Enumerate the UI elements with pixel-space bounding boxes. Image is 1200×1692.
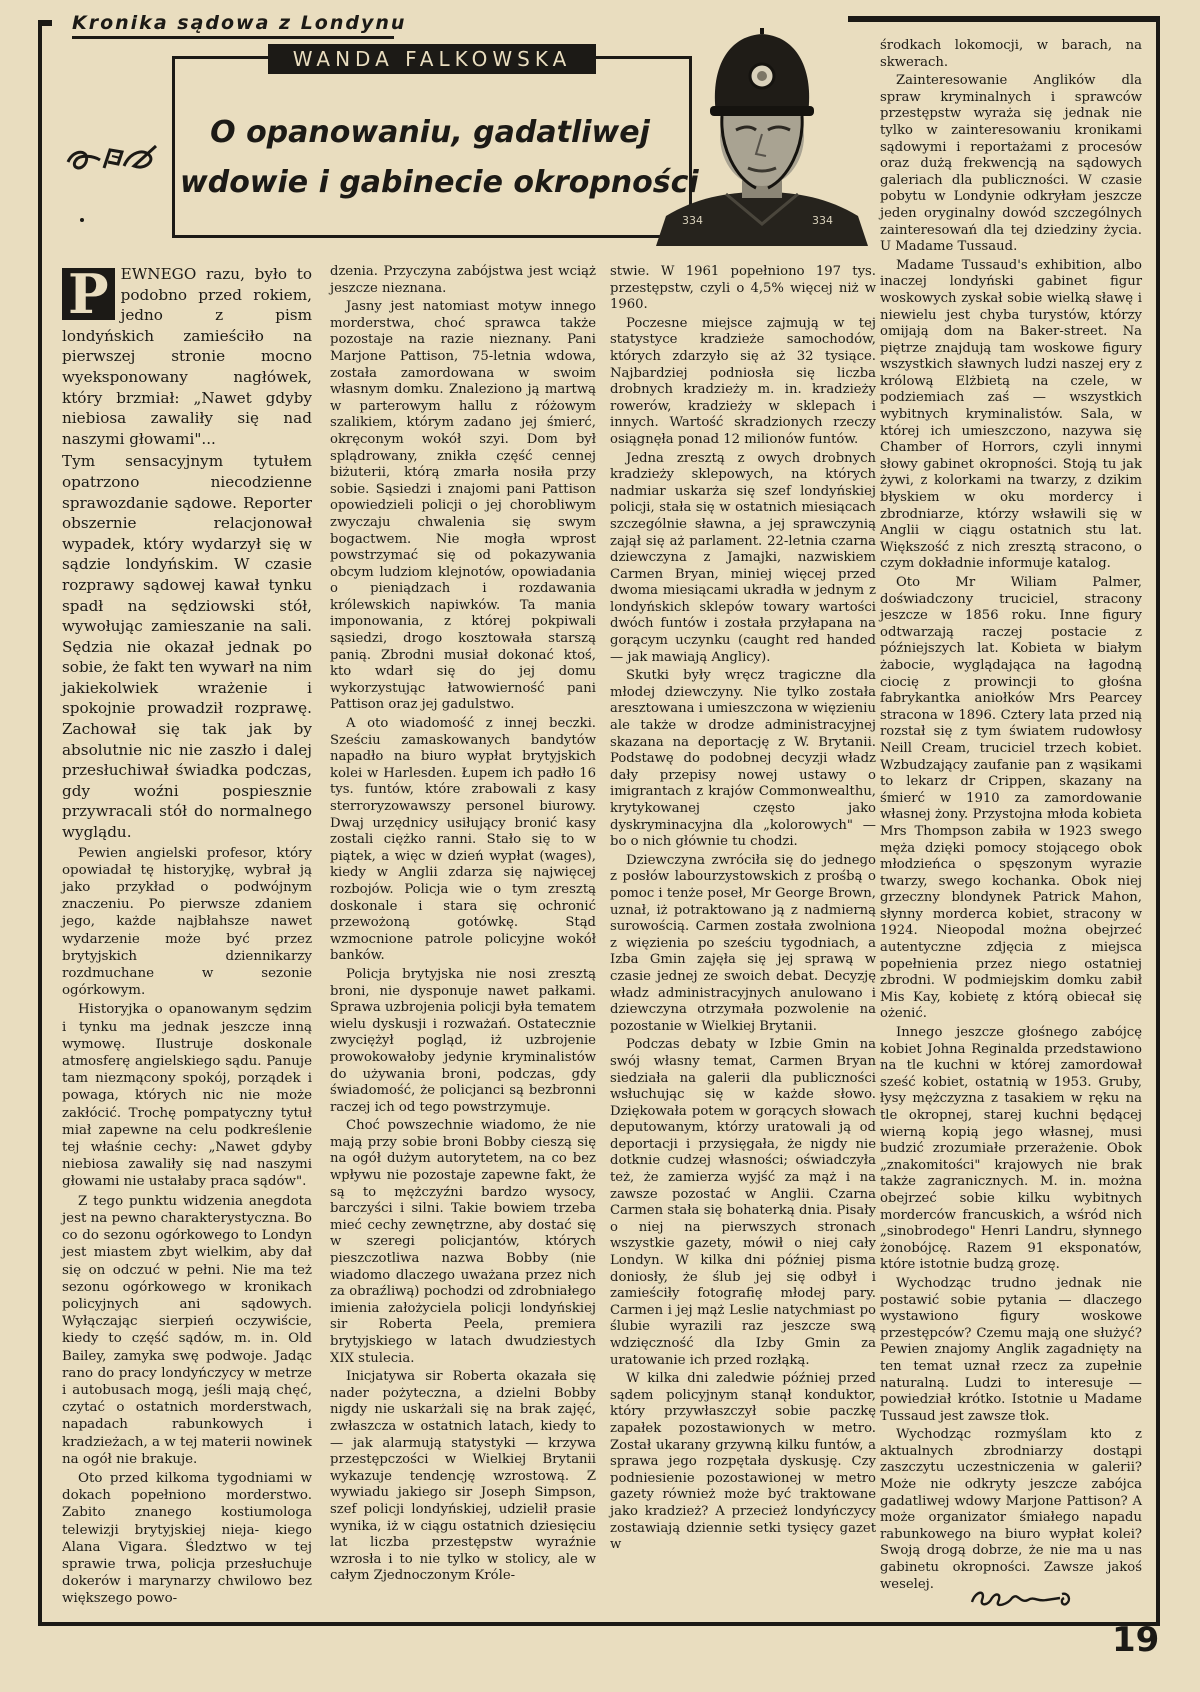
paragraph: A oto wiadomość z innej beczki. Sześciu zamaskowanych bandytów napadło na biuro wypłat brytyjskich kolei w Harlesden. Łupem ich padło 16 tys. funtów, które zrabowali z kasy sterroryzowawszy personel biurowy. Dwaj urzędnicy usiłujący bronić kasy zostali ciężko ranni. Stało się to w piątek, a więc w dzień wypłat (wages), kiedy w Anglii zdarza się najwięcej rozbojów. Policja wie o tym zresztą doskonale i stara się ochronić przewożoną gotówkę. Stąd wzmocnione patrole policyjne wokół banków. bbox=[330, 716, 596, 964]
article-column-1 bbox=[62, 264, 312, 1608]
article-column-3 bbox=[610, 264, 876, 1554]
paragraph: Jasny jest natomiast motyw innego morderstwa, choć sprawca także pozostaje na razie nieznany. Pani Marjone Pattison, 75-letnia wdowa, została zamordowana w swoim własnym domku. Znaleziono ją martwą w parterowym hallu z różowym szalikiem, którym zadano jej śmierć, okręconym wokół szyi. Dom był splądrowany, znikła część cennej biżuterii, którą zmarła nosiła przy sobie. Sąsiedzi i znajomi pani Pattison opowiedzieli policji o jej chorobliwym zwyczaju chwalenia się swym bogactwem. Nie mogła wprost powstrzymać się od pokazywania obcym ludziom klejnotów, opowiadania o pieniądzach i rozdawania królewskich napiwków. Ta mania imponowania, z której pokpiwali sąsiedzi, drogo kosztowała starszą panią. Zbrodni musiał dokonać ktoś, kto wdarł się do jej domu wykorzystując łatwowierność pani Pattison oraz jej gadulstwo. bbox=[330, 299, 596, 713]
paragraph: Historyjka o opanowanym sędzim i tynku ma jednak jeszcze inną wymowę. Ilustruje doskonale atmosferę angielskiego sądu. Panuje tam niezmącony spokój, porządek i powaga, których nic nie może zakłócić. Trochę pompatyczny tytuł miał zapewne na celu podkreślenie tej właśnie cechy: „Nawet gdyby niebiosa zawaliły się nad naszymi głowami nie ustałaby praca sądów". bbox=[62, 1002, 312, 1190]
paragraph: Poczesne miejsce zajmują w tej statystyce kradzieże samochodów, których zdarzyło się aż 32 tysiące. Najbardziej podniosła się liczba drobnych kradzieży m. in. kradzieży rowerów, kradzieży w sklepach i innych. Wartość skradzionych rzeczy osiągnęła ponad 12 milionów funtów. bbox=[610, 315, 876, 447]
paragraph: Choć powszechnie wiadomo, że nie mają przy sobie broni Bobby cieszą się na ogół dużym autorytetem, na co bez wpływu nie pozostaje zapewne fakt, że są to mężczyźni bardzo wysocy, barczyści i silni. Takie bowiem trzeba mieć cechy zewnętrzne, aby dostać się w szeregi policjantów, których pieszczotliwa nazwa Bobby (nie wiadomo dlaczego uważana przez nich za obraźliwą) pochodzi od zdrobniałego imienia założyciela policji londyńskiej sir Roberta Peela, premiera brytyjskiego w latach dwudziestych XIX stulecia. bbox=[330, 1118, 596, 1366]
paragraph: stwie. W 1961 popełniono 197 tys. przestępstw, czyli o 4,5% więcej niż w 1960. bbox=[610, 264, 876, 313]
paragraph: Podczas debaty w Izbie Gmin na swój własny temat, Carmen Bryan siedziała na galerii dla publiczności wsłuchując się w każde słowo. Dziękowała potem w gorących słowach deputowanym, którzy uratowali ją od deportacji i przysięgała, że nigdy nie dotknie cudzej własności; oświadczyła też, że zamierza wyjść za mąż i na zawsze pozostać w Anglii. Czarna Carmen stała się bohaterką dnia. Pisały o niej na pierwszych stronach wszystkie gazety, mówił o niej cały Londyn. W kilka dni później pisma doniosły, że ślub jej się odbył i zamieściły fotografię młodej pary. Carmen i jej mąż Leslie natychmiast po ślubie wyrazili raz jeszcze swą wdzięczność dla Izby Gmin za uratowanie ich przed rozłąką. bbox=[610, 1037, 876, 1368]
section-title: Kronika sądowa z Londynu bbox=[72, 12, 407, 34]
paragraph: środkach lokomocji, w barach, na skwerach. bbox=[880, 38, 1142, 70]
handwritten-emblem-icon bbox=[64, 138, 160, 178]
british-policeman-portrait-icon bbox=[656, 28, 868, 246]
paragraph: Z tego punktu widzenia anegdota jest na pewno charakterystyczna. Bo co do sezonu ogórkowego to Londyn jest miastem zbyt wielkim, aby dał się on odczuć w pełni. Nie ma też sezonu ogórkowego w kronikach policyjnych ani sądowych. Wyłączając sierpień oczywiście, kiedy to część sądów, m. in. Old Bailey, zamyka swę podwoje. Jadąc rano do pracy londyńczycy w metrze i autobusach mogą, jeśli mają chęć, czytać o ostatnich morderstwach, napadach rabunkowych i kradzieżach, a w tej materii nowinek na ogół nie brakuje. bbox=[62, 1193, 312, 1467]
decorative-dot bbox=[80, 218, 84, 222]
paragraph: dzenia. Przyczyna zabójstwa jest wciąż jeszcze nieznana. bbox=[330, 264, 596, 296]
paragraph: W kilka dni zaledwie później przed sądem policyjnym stanął konduktor, który przywłaszczył sobie paczkę zapałek pozostawionych w metro. Został ukarany grzywną kilku funtów, a sprawa jego rozpętała dyskusję. Czy podniesienie pozostawionej w metro gazety również może być traktowane jako kradzież? A przecież londyńczycy zostawiają dziennie setki tysięcy gazet w bbox=[610, 1371, 876, 1553]
paragraph: Policja brytyjska nie nosi zresztą broni, nie dysponuje nawet pałkami. Sprawa uzbrojenia policji była tematem wielu dyskusji i rozważań. Ostatecznie zwyciężył pogląd, iż uzbrojenie prowokowałoby jedynie kryminalistów do używania broni, podczas, gdy świadomość, że policjanci są bezbronni raczej ich od tego powstrzymuje. bbox=[330, 966, 596, 1115]
paragraph: Wychodząc trudno jednak nie postawić sobie pytania — dlaczego wystawiono figury woskowe przestępców? Czemu mają one służyć? Pewien znajomy Anglik zagadnięty na ten temat uznał rzecz za zupełnie naturalną. Ludzi to interesuje — powiedział krótko. Istotnie u Madame Tussaud jest zawsze tłok. bbox=[880, 1275, 1142, 1424]
page-number: 19 bbox=[1112, 1620, 1160, 1660]
drop-cap: P bbox=[62, 268, 115, 320]
paragraph: Jedna zresztą z owych drobnych kradzieży sklepowych, na których nadmiar uskarża się szef londyńskiej policji, stała się w ostatnich miesiącach szczególnie sławna, a jej sprawczynią zajął się aż parlament. 22-letnia czarna dziewczyna z Jamajki, nazwiskiem Carmen Bryan, miniej więcej przed dwoma miesiącami ukradła w jednym z londyńskich sklepów towary wartości dwóch funtów i została przyłapana na gorącym uczynku (caught red handed — jak mawiają Anglicy). bbox=[610, 450, 876, 665]
section-title-rule bbox=[72, 36, 394, 39]
paragraph: Oto Mr Wiliam Palmer, doświadczony truciciel, stracony jeszcze w 1856 roku. Inne figury odtwarzają raczej postacie z późniejszych lat. Kobieta w białym żabocie, wyglądająca na łagodną ciocię z prowincji to głośna fabrykantka aniołków Mrs Pearcey stracona w 1896. Cztery lata przed nią rozstał się z tym światem rudowłosy Neill Cream, truciciel trzech kobiet. Wzbudzający zaufanie pan z wąsikami to lekarz dr Crippen, skazany na śmierć w 1910 za zamordowanie własnej żony. Przystojna młoda kobieta Mrs Thompson zabiła w 1923 swego męża dzięki pomocy stojącego obok młodzieńca o spęszonym wyrazie twarzy, swego kochanka. Obok niej grzeczny blondynek Patrick Mahon, słynny morderca kobiet, stracony w 1924. Nieopodal można obejrzeć autentyczne zdjęcia z miejsca popełnienia przez niego ostatniej zbrodni. W podmiejskim domku zabił Mis Kay, kobietę z którą obiecał się ożenić. bbox=[880, 575, 1142, 1022]
paragraph: Wychodząc rozmyślam kto z aktualnych zbrodniarzy dostąpi zaszczytu uczestniczenia w galerii? Może nie odkryty jeszcze zabójca gadatliwej wdowy Marjone Pattison? A może organizator śmiałego napadu rabunkowego na biuro wypłat kolei? Swoją drogą dobrze, że nie ma u nas gabinetu okropności. Zawsze jakoś weselej. bbox=[880, 1427, 1142, 1592]
paragraph: Tym sensacyjnym tytułem opatrzono niecodzienne sprawozdanie sądowe. Reporter obszernie relacjonował wypadek, który wydarzył się w sądzie londyńskim. W czasie rozprawy sądowej kawał tynku spadł na sędziowski stół, wywołując zamieszanie na sali. Sędzia nie okazał jednak po sobie, że fakt ten wywarł na nim jakiekolwiek wrażenie i spokojnie prowadził rozprawę. Zachował się tak jak by absolutnie nic nie zaszło i dalej przesłuchiwał świadka podczas, gdy woźni pospiesznie przywracali stół do normalnego wyglądu. bbox=[62, 452, 312, 842]
paragraph: Oto przed kilkoma tygodniami w dokach popełniono morderstwo. Zabito znanego kostiumologa telewizji brytyjskiej nieja- kiego Alana Vigara. Śledztwo w tej sprawie trwa, policja przesłuchuje dokerów i marynarzy chwilowo bez większego powo- bbox=[62, 1470, 312, 1607]
article-column-2 bbox=[330, 264, 596, 1585]
frame-corner bbox=[38, 20, 52, 26]
headline-line-2: wdowie i gabinecie okropności bbox=[180, 165, 699, 200]
paragraph: Madame Tussaud's exhibition, albo inaczej londyński gabinet figur woskowych zyskał sobie wielką sławę i niewielu jest chyba turystów, którzy omijają dom na Baker-street. Na piętrze znajdują tam woskowe figury wszystkich sławnych ludzi naszej ery z królową Elżbietą na czele, w podziemiach zaś — wszystkich wybitnych kryminalistów. Sala, w której ich umieszczono, nazywa się Chamber of Horrors, czyli innymi słowy gabinet okropności. Stoją tu jak żywi, z kolorkami na twarzy, z dzikim błyskiem w oku mordercy i zbrodniarze, którzy wsławili się w Anglii w ciągu ostatnich stu lat. Większość z nich zresztą stracono, o czym dokładnie informuje katalog. bbox=[880, 257, 1142, 572]
frame-top-rule bbox=[848, 16, 1160, 22]
article-column-4 bbox=[880, 38, 1142, 1593]
paragraph: Inicjatywa sir Roberta okazała się nader pożyteczna, a dzielni Bobby nigdy nie uskarżali się na brak zajęć, zwłaszcza w ostatnich latach, kiedy to — jak alarmują statystyki — krzywa przestępczości w Wielkiej Brytanii wykazuje tendencję wzrostową. Z wywiadu jakiego sir Joseph Simpson, szef policji londyńskiej, udzielił prasie wynika, iż w ciągu ostatnich dziesięciu lat liczba przestępstw wyraźnie wzrosła i to nie tylko w stolicy, ale w całym Zjednoczonym Króle- bbox=[330, 1369, 596, 1584]
paragraph-text: EWNEGO razu, było to podobno przed rokiem, jedno z pism londyńskich zamieściło na pierwszej stronie mocno wyeksponowany nagłówek, który brzmiał: „Nawet gdyby niebiosa zawaliły się nad naszymi głowami"... bbox=[62, 265, 312, 448]
author-name: WANDA FALKOWSKA bbox=[268, 44, 596, 74]
handwritten-signature-icon bbox=[968, 1584, 1078, 1614]
article-headline bbox=[180, 108, 699, 208]
svg-text:334: 334 bbox=[682, 214, 703, 227]
paragraph bbox=[62, 264, 312, 449]
paragraph: Innego jeszcze głośnego zabójcę kobiet Johna Reginalda przedstawiono na tle kuchni w której zamordował sześć kobiet, ostatnią w 1953. Gruby, łysy mężczyzna z tasakiem w ręku na tle okropnej, starej kuchni będącej wierną kopią jego własnej, musi budzić zrozumiałe przerażenie. Obok „znakomitości" krajowych nie brak także zagranicznych. M. in. można obejrzeć sobie kilku wybitnych morderców francuskich, a wśród nich „sinobrodego" Henri Landru, słynnego żonobójcę. Razem 91 eksponatów, które istotnie budzą grozę. bbox=[880, 1025, 1142, 1273]
paragraph: Zainteresowanie Anglików dla spraw kryminalnych i sprawców przestępstw wyraża się jednak nie tylko w zainteresowaniu kronikami sądowymi i reportażami z procesów oraz dużą frekwencją na sądowych galeriach dla publiczności. W czasie pobytu w Londynie odkryłam jeszcze jeden oryginalny dowód szczególnych zainteresowań dla tej dziedziny życia. U Madame Tussaud. bbox=[880, 73, 1142, 255]
paragraph: Pewien angielski profesor, który opowiadał tę historyjkę, wybrał ją jako przykład o podwójnym znaczeniu. Po pierwsze zdaniem jego, każde najbłahsze nawet wydarzenie może być przez brytyjskich dziennikarzy rozdmuchane w sezonie ogórkowym. bbox=[62, 845, 312, 999]
paragraph: Skutki były wręcz tragiczne dla młodej dziewczyny. Nie tylko została aresztowana i umieszczona w więzieniu ale także w drodze administracyjnej skazana na deportację z W. Brytanii. Podstawę do podobnej decyzji władz dały przepisy nowej ustawy o imigrantach z krajów Commonwealthu, krytykowanej często jako dyskryminacyjna dla „kolorowych" — bo o nich głównie tu chodzi. bbox=[610, 668, 876, 850]
svg-text:334: 334 bbox=[812, 214, 833, 227]
paragraph: Dziewczyna zwróciła się do jednego z posłów labourzystowskich z prośbą o pomoc i tenże poseł, Mr George Brown, uznał, iż potraktowano ją z nadmierną surowością. Carmen została zwolniona z więzienia po sześciu tygodniach, a Izba Gmin zajęła się jej sprawą w czasie jednej ze swoich debat. Decyzję władz administracyjnych anulowano i dziewczyna otrzymała pozwolenie na pozostanie w Wielkiej Brytanii. bbox=[610, 852, 876, 1034]
headline-line-1: O opanowaniu, gadatliwej bbox=[210, 115, 650, 150]
